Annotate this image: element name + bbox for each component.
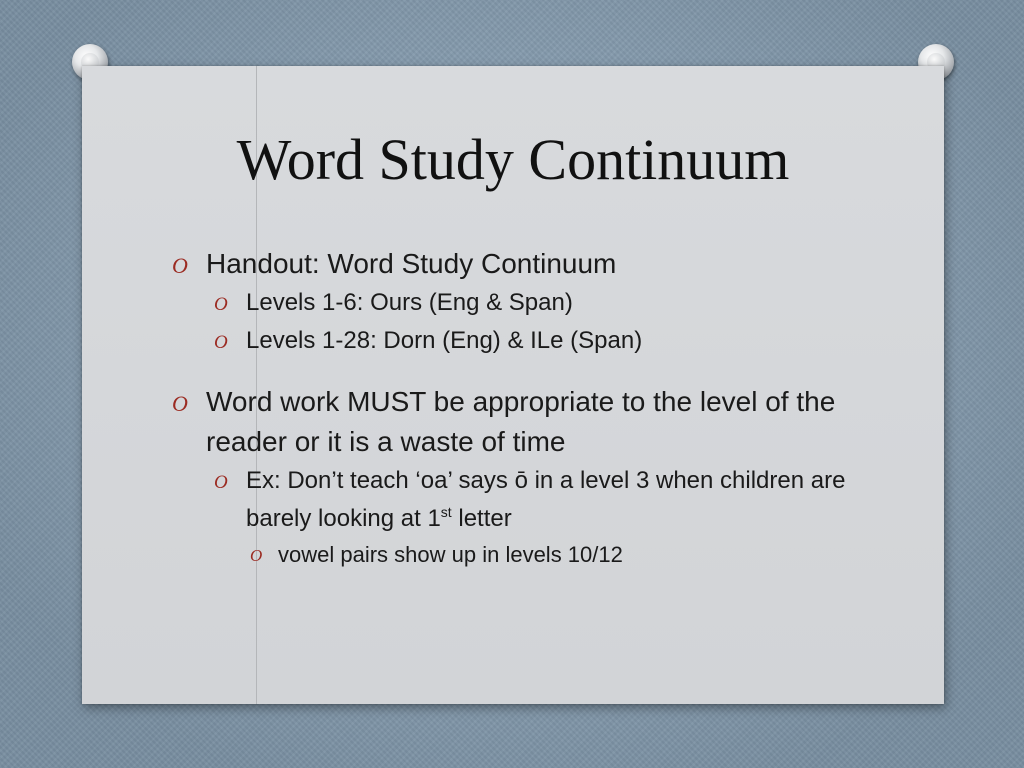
sub-bullet-item <box>172 322 852 360</box>
bullet-marker-icon: O <box>214 332 228 353</box>
bullet-text-part: letter <box>451 505 512 532</box>
bullet-text <box>246 467 845 532</box>
bullet-text: Word work MUST be appropriate to the level of the reader or it is a waste of time <box>206 386 836 457</box>
superscript-ordinal: st <box>440 504 452 520</box>
bullet-marker-icon: O <box>172 391 188 416</box>
slide-card <box>82 66 944 704</box>
bullet-marker-icon: O <box>214 294 228 315</box>
sub-sub-bullet-item <box>172 538 852 572</box>
sub-bullet-item <box>172 284 852 322</box>
sub-bullet-item <box>172 462 852 538</box>
slide-title: Word Study Continuum <box>236 127 790 192</box>
bullet-marker-icon: O <box>214 472 228 493</box>
bullet-text: vowel pairs show up in levels 10/12 <box>278 542 623 567</box>
bullet-list <box>172 244 852 572</box>
bullet-text-part: Ex: Don’t teach ‘oa’ says ō in a level 3 when children are barely looking at 1 <box>246 467 846 532</box>
bullet-text: Handout: Word Study Continuum <box>206 248 617 279</box>
bullet-item <box>172 382 852 462</box>
bullet-text: Levels 1-6: Ours (Eng & Span) <box>246 289 573 316</box>
bullet-marker-icon: O <box>172 253 188 278</box>
bullet-text: Levels 1-28: Dorn (Eng) & ILe (Span) <box>246 327 643 354</box>
bullet-item <box>172 244 852 284</box>
bullet-marker-icon: O <box>250 546 263 565</box>
